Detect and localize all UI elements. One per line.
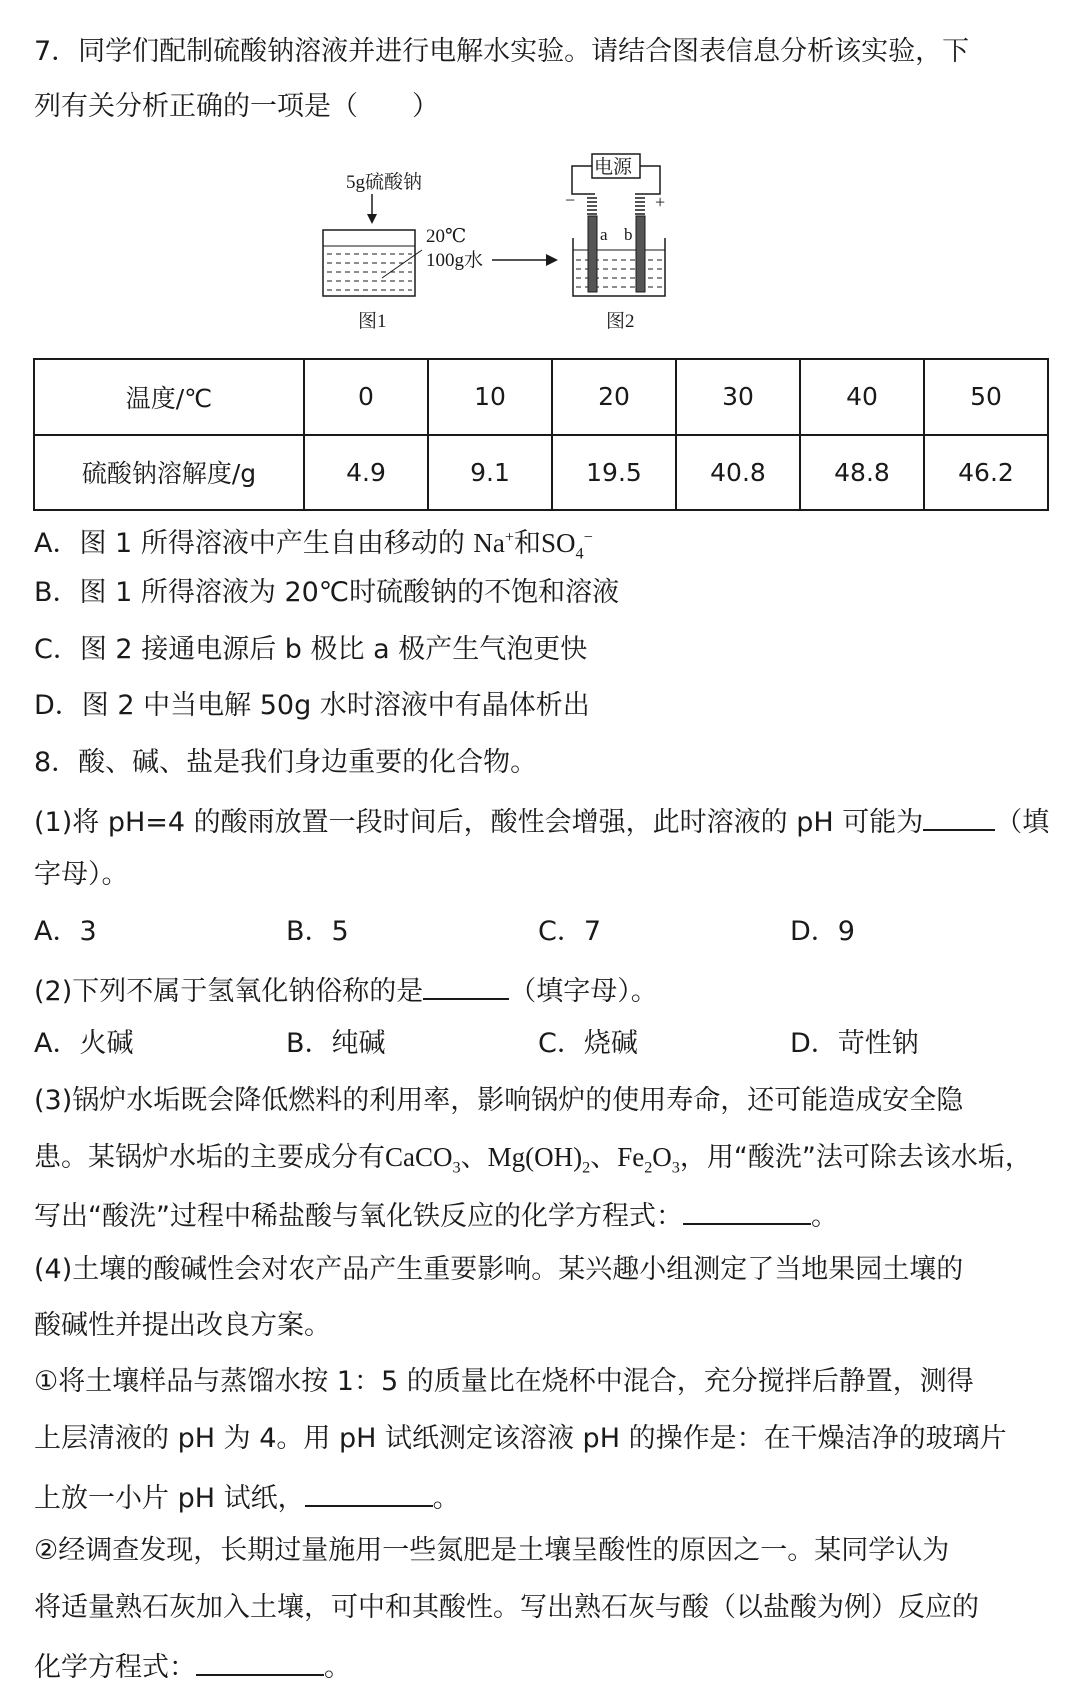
q8-part1-option: C．7	[538, 916, 602, 947]
q7-stem-line1: 7．同学们配制硫酸钠溶液并进行电解水实验。请结合图表信息分析该实验，下	[34, 36, 970, 67]
answer-blank[interactable]	[196, 1644, 324, 1676]
table-cell: 9.1	[428, 435, 552, 511]
q7-option-b: B．图 1 所得溶液为 20℃时硫酸钠的不饱和溶液	[34, 577, 620, 608]
q8-part4-step2-line3: 化学方程式： 。	[34, 1644, 351, 1688]
q7-stem-line2: 列有关分析正确的一项是（ ）	[34, 91, 439, 122]
q8-part1-option: A．3	[34, 916, 97, 947]
fig2-minus: −	[565, 190, 576, 210]
table-cell: 50	[924, 359, 1048, 435]
q8-part2-option: C．烧碱	[538, 1028, 638, 1059]
fig1-label-temp: 20℃	[426, 226, 467, 247]
table-cell: 20	[552, 359, 676, 435]
fig2-a: a	[600, 225, 608, 244]
answer-blank[interactable]	[683, 1193, 811, 1225]
table-row	[34, 435, 1048, 511]
q8-part4-step1-line3: 上放一小片 pH 试纸， 。	[34, 1475, 460, 1519]
answer-blank[interactable]	[923, 799, 995, 831]
experiment-figure	[320, 150, 740, 340]
figure2-electrolysis	[565, 154, 665, 332]
table-cell: 40.8	[676, 435, 800, 511]
q8-part1-line1: (1)将 pH=4 的酸雨放置一段时间后，酸性会增强，此时溶液的 pH 可能为 （填	[34, 799, 1049, 843]
q8-part4-step1-line2: 上层清液的 pH 为 4。用 pH 试纸测定该溶液 pH 的操作是：在干燥洁净的玻璃片	[34, 1423, 1007, 1454]
solubility-table	[33, 358, 1049, 511]
q8-part1-option: D．9	[790, 916, 855, 947]
q8-part2-option: B．纯碱	[286, 1028, 386, 1059]
q8-part2-option: D．苛性钠	[790, 1028, 919, 1059]
answer-blank[interactable]	[305, 1475, 433, 1507]
q7-option-a: A．图 1 所得溶液中产生自由移动的 Na+和$SO_4^-$	[34, 528, 593, 563]
q8-part1-option: B．5	[286, 916, 349, 947]
table-cell: 10	[428, 359, 552, 435]
q8-part2-line: (2)下列不属于氢氧化钠俗称的是 （填字母）。	[34, 968, 658, 1012]
table-cell: 0	[304, 359, 428, 435]
q8-part3-line2: 患。某锅炉水垢的主要成分有CaCO$_3$、$Mg(OH)_2$、$Fe_2O_3$，用“酸洗”法可除去该水垢，	[34, 1142, 1032, 1177]
table-header-solubility: 硫酸钠溶解度/g	[34, 435, 304, 511]
q8-part4-line2: 酸碱性并提出改良方案。	[34, 1310, 331, 1341]
table-cell: 19.5	[552, 435, 676, 511]
q8-part1-line2: 字母）。	[34, 859, 129, 890]
answer-blank[interactable]	[423, 968, 509, 1000]
q8-part3-line1: (3)锅炉水垢既会降低燃料的利用率，影响锅炉的使用寿命，还可能造成安全隐	[34, 1085, 964, 1116]
q8-part4-step1-line1: ①将土壤样品与蒸馏水按 1：5 的质量比在烧杯中混合，充分搅拌后静置，测得	[34, 1366, 974, 1397]
q8-part4-step2-line2: 将适量熟石灰加入土壤，可中和其酸性。写出熟石灰与酸（以盐酸为例）反应的	[34, 1592, 979, 1623]
table-row	[34, 359, 1048, 435]
q8-part4-step2-line1: ②经调查发现，长期过量施用一些氮肥是土壤呈酸性的原因之一。某同学认为	[34, 1535, 950, 1566]
q8-part3-line3: 写出“酸洗”过程中稀盐酸与氧化铁反应的化学方程式： 。	[34, 1193, 838, 1237]
table-cell: 48.8	[800, 435, 924, 511]
table-cell: 40	[800, 359, 924, 435]
q8-part4-line1: (4)土壤的酸碱性会对农产品产生重要影响。某兴趣小组测定了当地果园土壤的	[34, 1254, 964, 1285]
q7-option-c: C．图 2 接通电源后 b 极比 a 极产生气泡更快	[34, 634, 588, 665]
table-cell: 30	[676, 359, 800, 435]
fig1-label-water: 100g水	[426, 250, 484, 271]
arrow-right-icon	[492, 254, 558, 266]
fig1-label-top: 5g硫酸钠	[346, 172, 423, 193]
figure1-beaker	[323, 171, 483, 332]
fig2-power: 电源	[594, 157, 633, 178]
table-cell: 46.2	[924, 435, 1048, 511]
fig1-caption: 图1	[358, 311, 387, 332]
fig2-b: b	[624, 225, 633, 244]
table-header-temperature: 温度/℃	[34, 359, 304, 435]
q8-stem: 8．酸、碱、盐是我们身边重要的化合物。	[34, 747, 538, 778]
table-cell: 4.9	[304, 435, 428, 511]
q8-part2-option: A．火碱	[34, 1028, 134, 1059]
fig2-plus: +	[655, 192, 666, 212]
q7-option-d: D．图 2 中当电解 50g 水时溶液中有晶体析出	[34, 690, 590, 721]
fig2-caption: 图2	[606, 311, 635, 332]
